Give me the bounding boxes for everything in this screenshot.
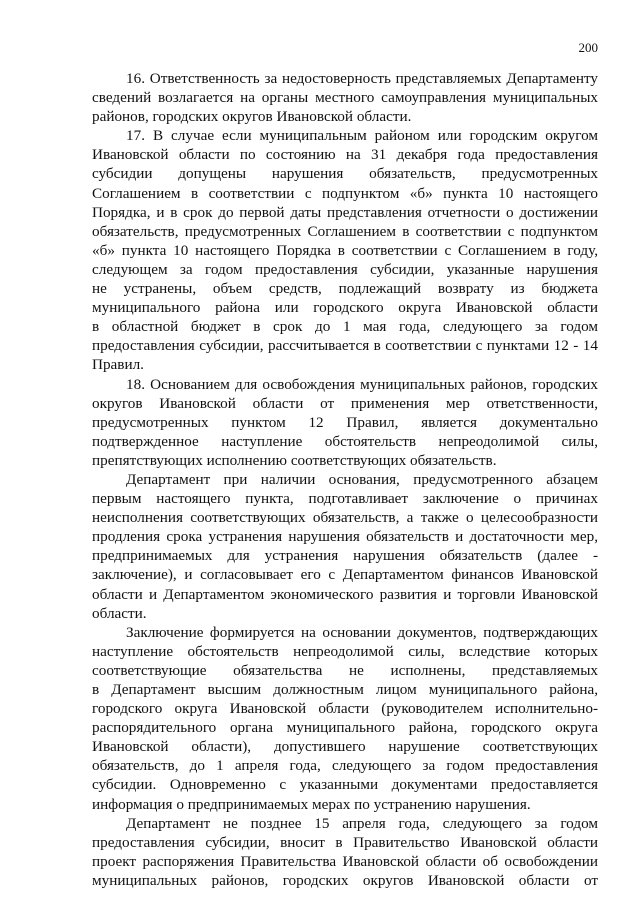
text-line: Ивановской области), допустившего нарушение соответствующих [92,738,598,756]
text-line: предпринимаемых для устранения нарушения обязательств (далее - [92,547,598,565]
text-line: округов Ивановской области от применения мер ответственности, [92,394,598,412]
text-line: субсидии. Одновременно с указанными документами предоставляется [92,776,598,794]
text-line: области и Департаментом экономического развития и торговли Ивановской [92,585,598,603]
text-line: 18. Основанием для освобождения муниципальных районов, городских [126,375,598,393]
text-line: продления срока устранения нарушения обязательств и достаточности мер, [92,528,598,546]
text-line: предоставления субсидии, вносит в Правительство Ивановской области [92,833,598,851]
text-line: Департамент не позднее 15 апреля года, следующего за годом [126,814,598,832]
text-line: Порядка, и в срок до первой даты представления отчетности о достижении [92,203,598,221]
text-line: предусмотренных пунктом 12 Правил, является документально [92,413,598,431]
text-line: заключение), и согласовывает его с Департаментом финансов Ивановской [92,566,598,584]
text-line: проект распоряжения Правительства Ивановской области об освобождении [92,852,598,870]
text-line: обязательств, предусмотренных Соглашением в соответствии с подпунктом [92,222,598,240]
paragraph-department-conclusion [92,470,598,623]
paragraph-17-violations [92,126,598,374]
text-line: следующем за годом предоставления субсидии, указанные нарушения [92,260,598,278]
paragraph-16-responsibility [92,69,598,126]
text-line: Ивановской области по состоянию на 31 декабря года предоставления [92,146,598,164]
text-line: «б» пункта 10 настоящего Порядка в соответствии с Соглашением в году, [92,241,598,259]
page-number: 200 [578,40,598,55]
text-line: информация о предпринимаемых мерах по устранению нарушения. [92,795,531,813]
text-line: первым настоящего пункта, подготавливает заключение о причинах [92,490,598,508]
text-line: неисполнения соответствующих обязательств, а также о целесообразности [92,509,598,527]
text-line: не устранены, объем средств, подлежащий возврату из бюджета [92,280,598,298]
text-line: области. [92,604,147,622]
text-line: субсидии допущены нарушения обязательств, предусмотренных [92,165,598,183]
text-line: в областной бюджет в срок до 1 мая года, следующего за годом [92,318,598,336]
text-line: 17. В случае если муниципальным районом или городским округом [126,127,598,145]
paragraph-18-exemption [92,375,598,470]
text-line: Правил. [92,356,144,374]
text-line: препятствующих исполнению соответствующих обязательств. [92,451,497,469]
text-line: Департамент при наличии основания, предусмотренного абзацем [126,470,598,488]
text-line: предоставления субсидии, рассчитывается в соответствии с пунктами 12 - 14 [92,337,598,355]
text-line: районов, городских округов Ивановской области. [92,108,412,126]
paragraph-department-deadline [92,814,598,890]
text-line: Заключение формируется на основании документов, подтверждающих [126,623,598,641]
text-line: подтвержденное наступление обстоятельств непреодолимой силы, [92,432,598,450]
paragraph-conclusion-basis [92,623,598,814]
text-line: сведений возлагается на органы местного самоуправления муниципальных [92,89,598,107]
text-line: муниципального района или городского округа Ивановской области [92,299,598,317]
text-line: Соглашением в соответствии с подпунктом «б» пункта 10 настоящего [92,184,598,202]
text-line: в Департамент высшим должностным лицом муниципального района, [92,681,598,698]
text-line: муниципальных районов, городских округов Ивановской области от [92,871,598,889]
text-line: городского округа Ивановской области (руководителем исполнительно- [92,700,598,718]
document-body [92,69,598,890]
text-line: соответствующие обязательства не исполнены, представляемых [92,661,598,679]
text-line: наступление обстоятельств непреодолимой силы, вследствие которых [92,642,598,660]
text-line: 16. Ответственность за недостоверность представляемых Департаменту [126,70,598,87]
text-line: обязательств, до 1 апреля года, следующего за годом предоставления [92,757,598,775]
text-line: распорядительного органа муниципального района, городского округа [92,719,598,737]
